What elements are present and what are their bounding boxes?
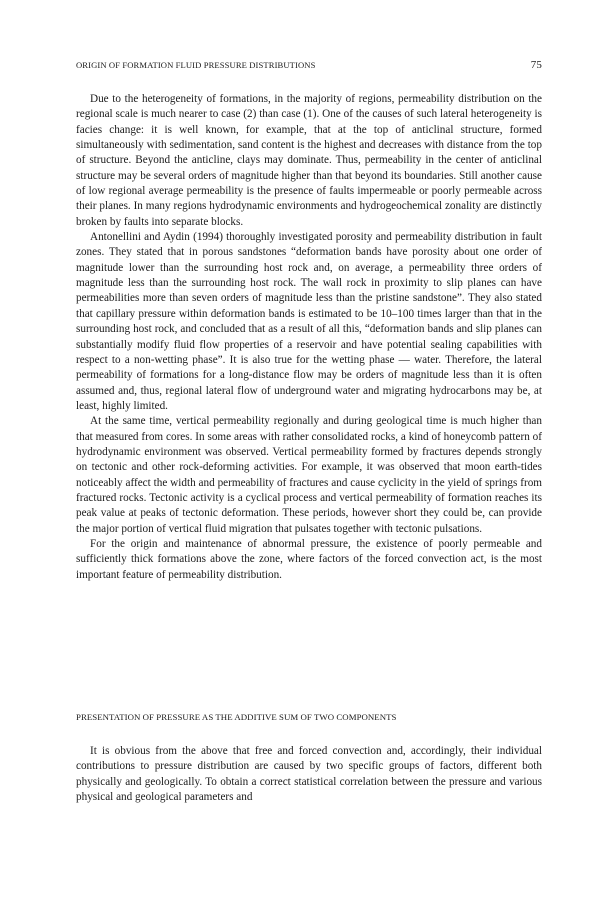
paragraph: Due to the heterogeneity of formations, in the majority of regions, permeability distribution on the regional scale is much nearer to case (2) than case (1). One of the causes of such lateral heterogeneity is facies change: it is well known, for example, that at the top of anticlinal structure, formed simultaneously with sedimentation, sand content is the highest and decreases with distance from the top of structure. Beyond the anticline, clays may dominate. Thus, permeability in the center of anticlinal structure may be several orders of magnitude higher than that beyond its boundaries. Still another cause of low regional average permeability is the presence of faults impermeable or poorly permeable across their planes. In many regions hydrodynamic environments and hydrogeochemical zonality are distinctly broken by faults into separate blocks. xyxy=(76,93,542,228)
page-number: 75 xyxy=(530,59,542,71)
running-header xyxy=(76,60,542,74)
section-body-text xyxy=(76,744,542,805)
paragraph: For the origin and maintenance of abnormal pressure, the existence of poorly permeable and sufficiently thick formations above the zone, where factors of the forced convection act, is the most important feature of permeability distribution. xyxy=(76,537,542,581)
paragraph: At the same time, vertical permeability regionally and during geological time is much higher than that measured from cores. In some areas with rather consolidated rocks, a kind of honeycomb pattern of hydrodynamic environment was observed. Vertical permeability formed by fractures depends strongly on tectonic and other rock-deforming activities. For example, it was observed that moon earth-tides noticeably affect the width and permeability of fractures and cause cyclicity in the yield of springs from fractured rocks. Tectonic activity is a cyclical process and vertical permeability of formation reaches its peak value at peaks of tectonic deformation. These periods, however short they could be, can provide the major portion of vertical fluid migration that pulsates together with tectonic pulsations. xyxy=(76,415,542,535)
paragraph: Antonellini and Aydin (1994) thoroughly investigated porosity and permeability distribution in fault zones. They stated that in porous sandstones “deformation bands have porosity about one order of magnitude lower than the surrounding host rock and, on average, a permeability three orders of magnitude less than the surrounding host rock. The wall rock in proximity to slip planes can have permeabilities more than seven orders of magnitude less than the pristine sandstone”. They also stated that capillary pressure within deformation bands is estimated to be 10–100 times larger than that in the surrounding host rock, and concluded that as a result of all this, “deformation bands and slip planes can substantially modify fluid flow properties of a reservoir and have potential sealing capabilities with respect to a non-wetting phase”. It is also true for the wetting phase — water. Therefore, the lateral permeability of formations for a long-distance flow may be orders of magnitude less than it is often assumed and, thus, regional lateral flow of underground water and migrating hydrocarbons may be, at least, highly limited. xyxy=(76,231,542,412)
running-title: ORIGIN OF FORMATION FLUID PRESSURE DISTRIBUTIONS xyxy=(76,60,316,70)
main-body-text xyxy=(76,92,542,583)
paragraph: It is obvious from the above that free and forced convection and, accordingly, their individual contributions to pressure distribution are caused by two specific groups of factors, different both physically and geologically. To obtain a correct statistical correlation between the pressure and various physical and geological parameters and xyxy=(76,745,542,804)
section-heading: PRESENTATION OF PRESSURE AS THE ADDITIVE SUM OF TWO COMPONENTS xyxy=(76,712,397,722)
